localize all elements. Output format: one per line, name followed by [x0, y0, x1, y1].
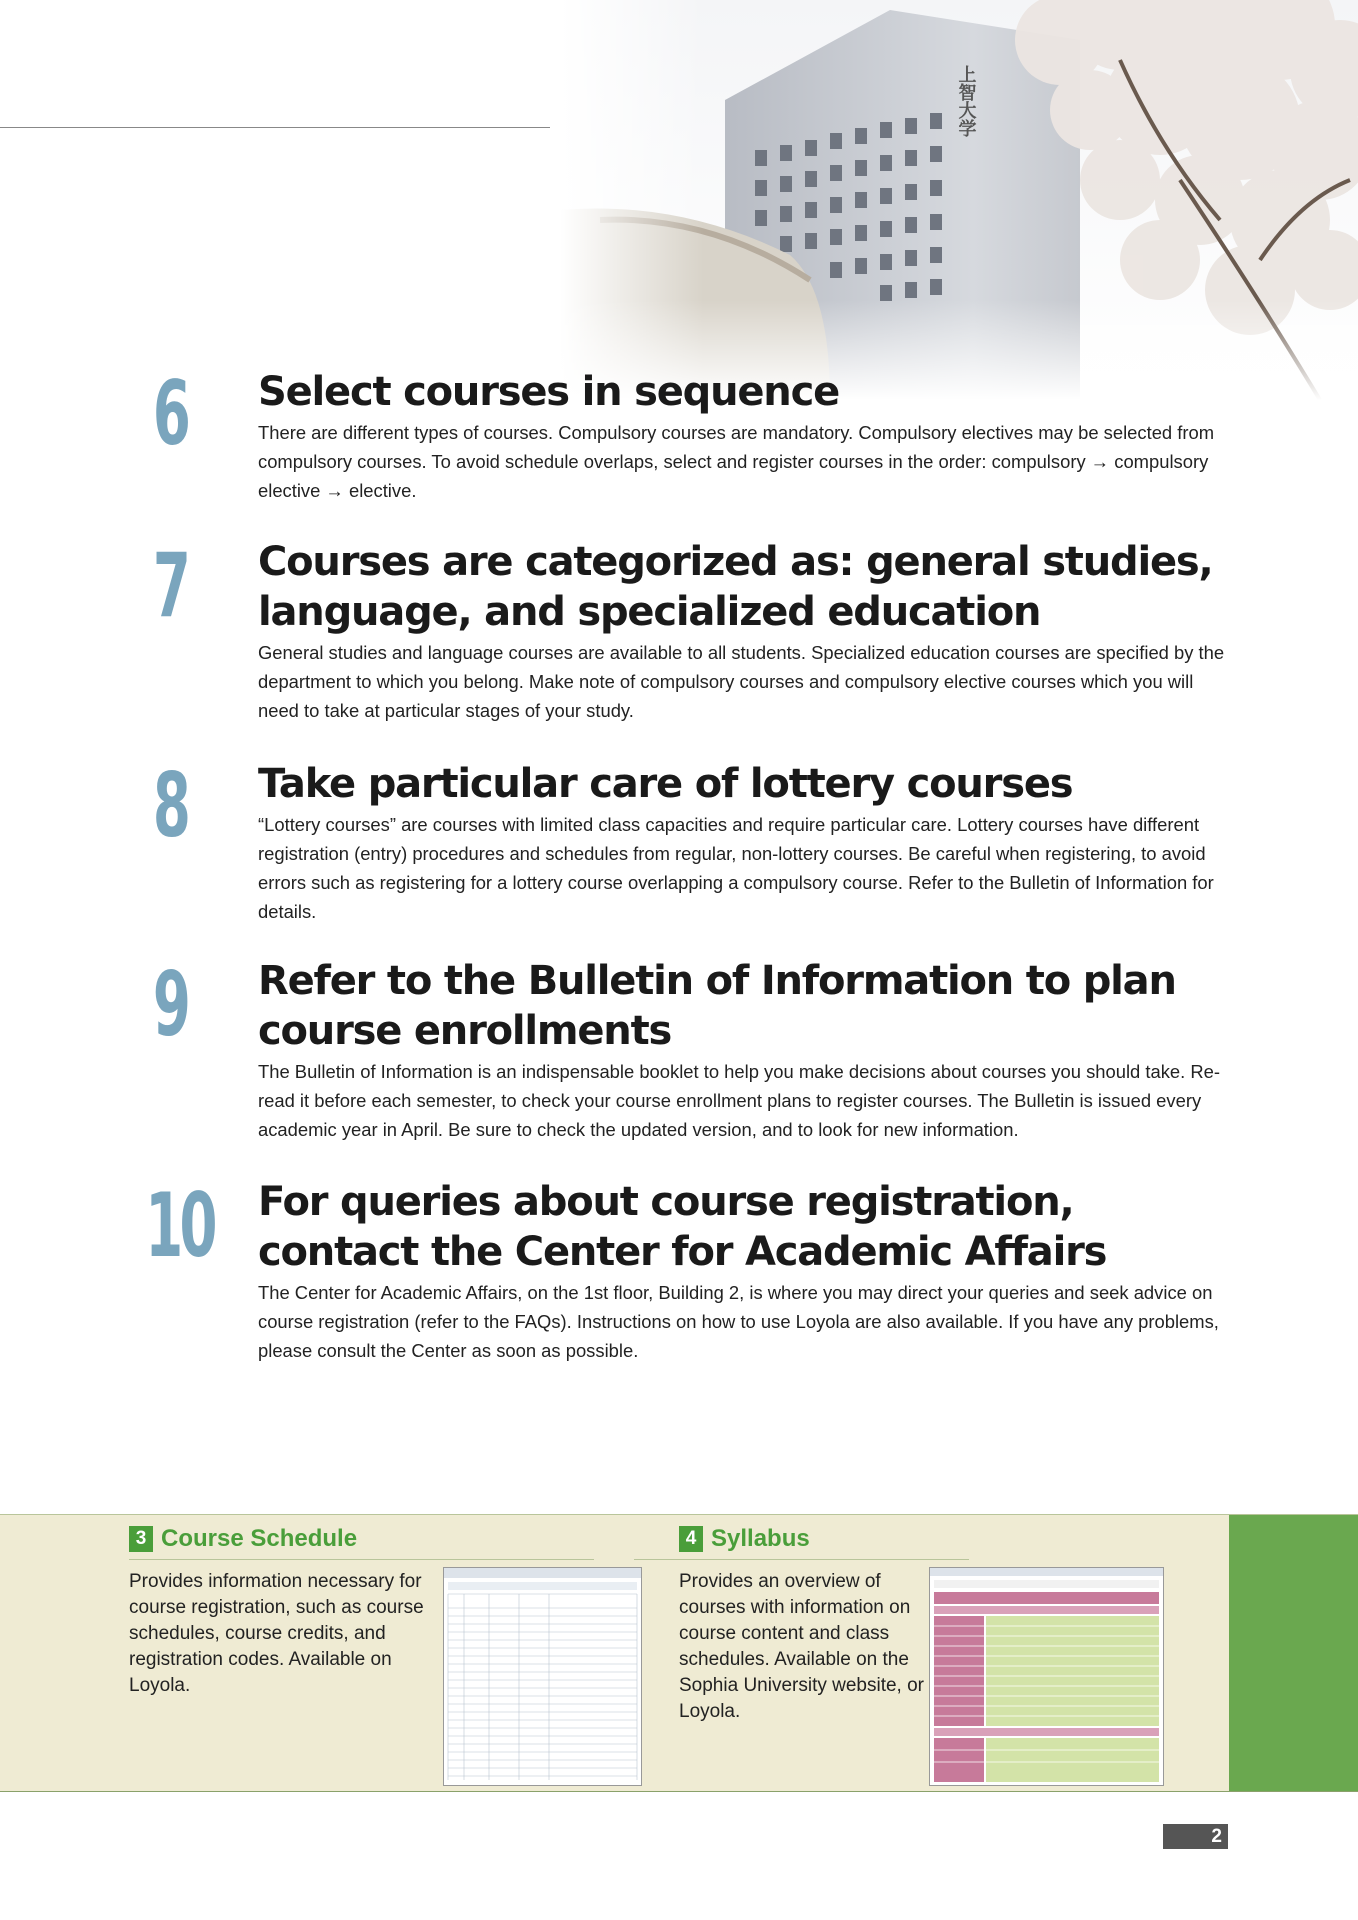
course-schedule-text: Provides information necessary for course registration, such as course schedules, course credits, and registration codes. Available on Loyola.	[129, 1571, 424, 1696]
header-rule	[0, 127, 550, 128]
syllabus-thumbnail	[929, 1567, 1164, 1786]
page-number: 2	[1163, 1824, 1228, 1849]
section-title: Take particular care of lottery courses	[258, 761, 1073, 807]
resources-band	[0, 1514, 1358, 1792]
card-title: Course Schedule	[161, 1525, 358, 1552]
section-body: The Center for Academic Affairs, on the 1st floor, Building 2, is where you may direct your queries and seek advice on course registration (refer to the FAQs). Instructions on how to use Loyola are also available. If you have any problems, please consult the Center as soon as possible.	[258, 1282, 1219, 1361]
section-body: There are different types of courses. Compulsory courses are mandatory. Compulsory electives may be selected from compulsory courses. To avoid schedule overlaps, select and register courses in the order: compulsory → compulsory elective → elective.	[258, 422, 1215, 501]
section-number: 6	[152, 362, 188, 465]
section-number: 7	[152, 534, 188, 637]
section-number: 10	[145, 1174, 214, 1277]
syllabus-heading	[679, 1525, 810, 1553]
section-number: 8	[152, 754, 188, 857]
section-body: The Bulletin of Information is an indispensable booklet to help you make decisions about courses you should take. Re-read it before each semester, to check your course enrollment plans to register courses. The Bulletin is issued every academic year in April. Be sure to check the updated version, and to look for new information.	[258, 1061, 1220, 1140]
section-title: Courses are categorized as: general studies, language, and specialized education	[258, 539, 1213, 635]
card-divider	[634, 1559, 969, 1560]
course-schedule-heading	[129, 1525, 357, 1553]
section-title: Select courses in sequence	[258, 369, 840, 415]
syllabus-text: Provides an overview of courses with information on course content and class schedules. Available on the Sophia University website, or Loyola.	[679, 1571, 924, 1722]
card-title: Syllabus	[711, 1525, 810, 1552]
course-schedule-thumbnail	[443, 1567, 642, 1786]
section-title: Refer to the Bulletin of Information to plan course enrollments	[258, 958, 1176, 1054]
section-title: For queries about course registration, contact the Center for Academic Affairs	[258, 1179, 1107, 1275]
section-number: 9	[152, 953, 188, 1056]
card-badge: 4	[679, 1526, 703, 1552]
band-accent	[1229, 1515, 1358, 1791]
section-body: General studies and language courses are available to all students. Specialized education courses are specified by the department to which you belong. Make note of compulsory courses and compulsory elective courses which you will need to take at particular stages of your study.	[258, 642, 1225, 721]
card-divider	[129, 1559, 594, 1560]
campus-building-photo	[560, 0, 1358, 400]
card-badge: 3	[129, 1526, 153, 1552]
section-body: “Lottery courses” are courses with limited class capacities and require particular care. Lottery courses have different registration (entry) procedures and schedules from regular, non-lottery courses. Be careful when registering, to avoid errors such as registering for a lottery course overlapping a compulsory course. Refer to the Bulletin of Information for details.	[258, 814, 1214, 922]
